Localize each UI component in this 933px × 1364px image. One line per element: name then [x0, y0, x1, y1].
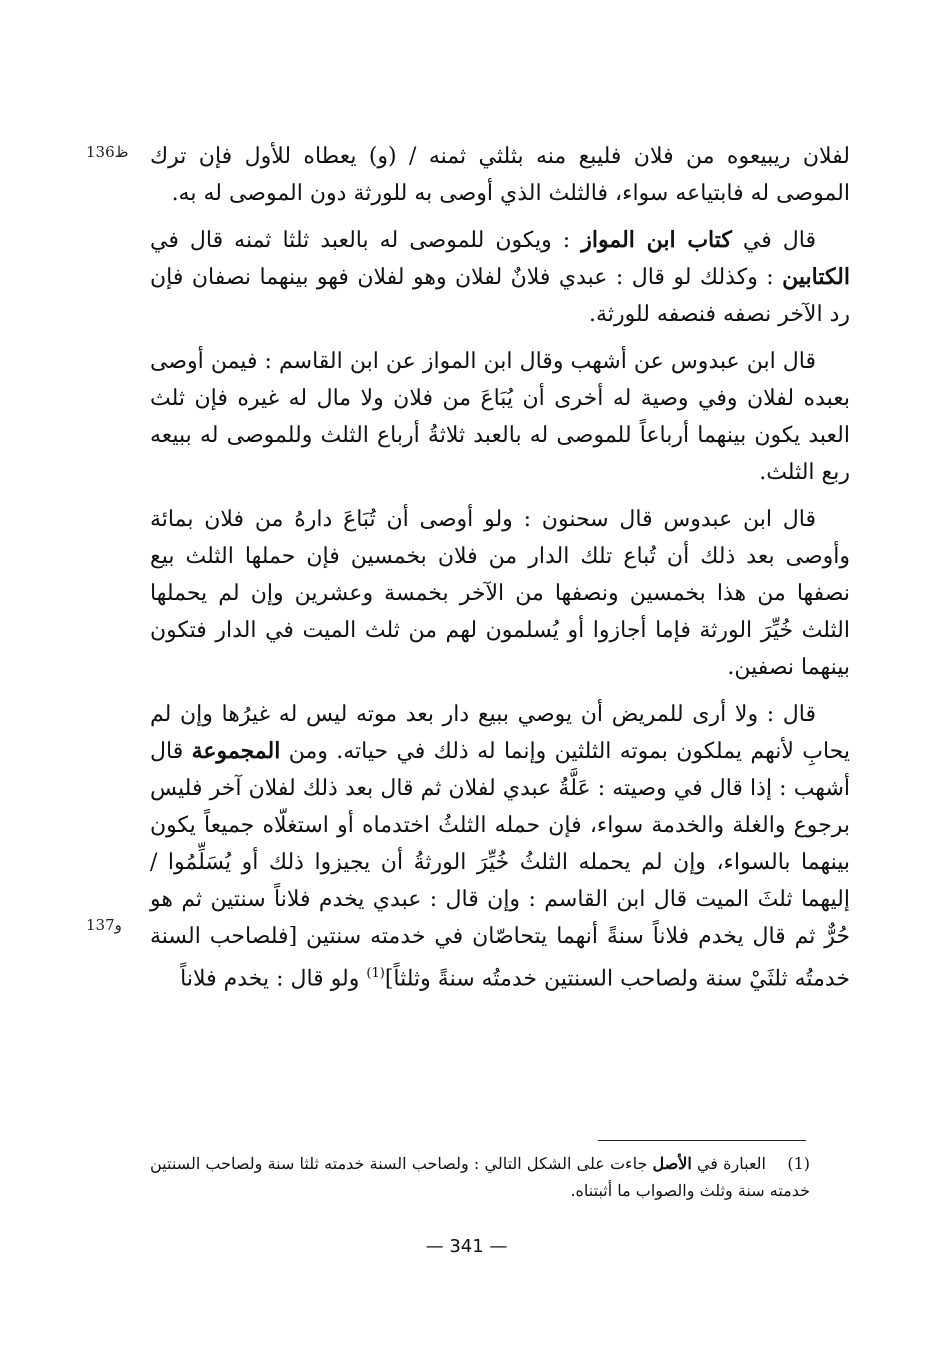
paragraph-5-bold-majmua: المجموعة: [191, 738, 281, 764]
paragraph-3: [150, 343, 850, 491]
footnote-text-b: جاءت على الشكل التالي : ولصاحب السنة خدمته ثلثا سنة ولصاحب السنتين خدمته سنة وثلث والصواب ما أثبتناه.: [150, 1154, 810, 1200]
paragraph-5-text-b: قال أشهب : إذا قال في وصيته : عَلَّةُ عبدي لفلان ثم قال بعد ذلك لفلان آخر فليس برجوع والغلة والخدمة سواء، فإن حمله الثلثُ اختدماه أو استغلّاه جميعاً يكون بينهما بالسواء، وإن لم يحمله الثلثُ خُيِّرَ الورثةُ أن يجيزوا ذلك أو يُسَلِّمُوا / إليهما ثلثَ الميت قال ابن القاسم : وإن قال : عبدي يخدم فلاناً سنتين ثم هو حُرٌّ ثم قال يخدم فلاناً سنةً أنهما يتحاصّان في خدمته سنتين [فلصاحب السنة خدمتُه ثلثَيْ سنة ولصاحب السنتين خدمتُه سنةً وثلثاً]: [150, 739, 850, 992]
footnote-bold-asl: الأصل: [652, 1154, 692, 1173]
paragraph-3-text: قال ابن عبدوس عن أشهب وقال ابن المواز عن ابن القاسم : فيمن أوصى بعبده لفلان وفي وصية له أخرى أن يُبَاعَ من فلان ولا مال له غيره فإن ثلث العبد يكون بينهما أرباعاً للموصى له بالعبد ثلاثةُ أرباع الثلث وللموصى له ببيعه ربع الثلث.: [150, 349, 850, 485]
paragraph-4: [150, 501, 850, 686]
footnote-section: [150, 1150, 810, 1204]
footnote-number: (1): [787, 1154, 810, 1173]
main-text: [150, 138, 850, 997]
paragraph-5: [150, 696, 850, 997]
margin-note-folio-top: 136ظ: [86, 143, 129, 161]
paragraph-5-text-c: ولو قال : يخدم فلاناً: [180, 966, 367, 992]
footnote-reference: (1): [366, 966, 385, 981]
paragraph-4-text: قال ابن عبدوس قال سحنون : ولو أوصى أن تُبَاعَ دارهُ من فلان بمائة وأوصى بعد ذلك أن تُباع تلك الدار من فلان بخمسين فإن حملها الثلث بيع نصفها من هذا بخمسين ونصفها من الآخر بخمسة وعشرين وإن لم يحملها الثلث خُيِّرَ الورثة فإما أجازوا أو يُسلمون لهم من ثلث الميت في الدار فتكون بينهما نصفين.: [150, 507, 851, 680]
paragraph-2-text-b: : ويكون للموصى له بالعبد ثلثا ثمنه قال في: [150, 228, 582, 253]
paragraph-2-text-c: : وكذلك لو قال : عبدي فلانٌ لفلان وهو لفلان فهو بينهما نصفان فإن رد الآخر نصفه فنصفه للورثة.: [150, 265, 850, 327]
paragraph-5-text-a: قال : ولا أرى للمريض أن يوصي ببيع دار بعد موته ليس له غيرُها وإن لم يحابِ لأنهم يملكون بموته الثلثين وإنما له ذلك في حياته. ومن: [150, 702, 850, 764]
margin-note-folio-middle: 137و: [86, 916, 122, 934]
footnote-divider: [598, 1140, 806, 1141]
paragraph-1-text: لفلان ريبيعوه من فلان فليبع منه بثلثي ثمنه / (و) يعطاه للأول فإن ترك الموصى له فابتياعه سواء، فالثلث الذي أوصى به للورثة دون الموصى له به.: [150, 144, 850, 206]
paragraph-2: [150, 222, 850, 333]
footnote-text-a: العبارة في: [691, 1154, 766, 1173]
paragraph-2-bold-title: كتاب ابن المواز: [581, 227, 732, 253]
paragraph-1: [150, 138, 850, 212]
paragraph-2-text-a: قال في: [731, 228, 816, 253]
page-number: — 341 —: [425, 1236, 508, 1257]
paragraph-2-bold-kitabayn: الكتابين: [782, 264, 850, 290]
